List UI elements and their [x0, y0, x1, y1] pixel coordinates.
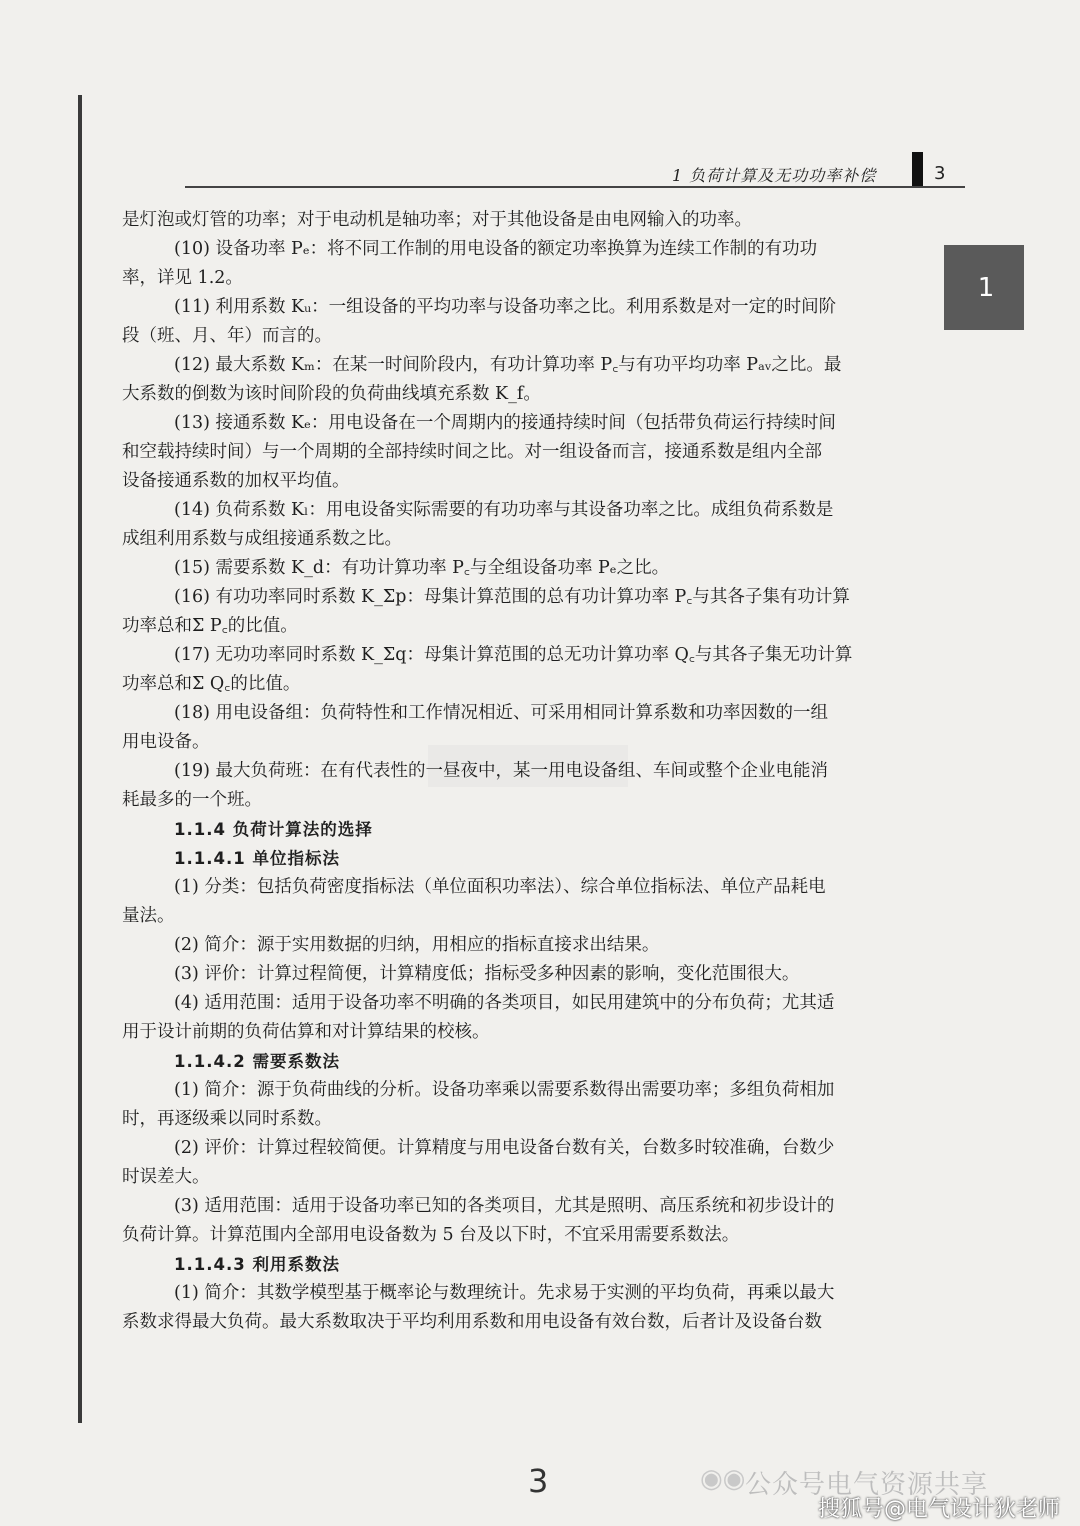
section-heading: 1.1.4.2 需要系数法 — [174, 1052, 340, 1071]
text-line: 用电设备。 — [122, 732, 210, 752]
text-line: (1) 分类：包括负荷密度指标法（单位面积功率法）、综合单位指标法、单位产品耗电 — [174, 877, 826, 897]
text-line: (13) 接通系数 Kₑ：用电设备在一个周期内的接通持续时间（包括带负荷运行持续时间 — [174, 413, 836, 433]
text-line: 系数求得最大负荷。最大系数取决于平均利用系数和用电设备有效台数，后者计及设备台数 — [122, 1312, 822, 1332]
body-text — [122, 206, 922, 1337]
watermark-wechat: 公众号电气资源共享 — [745, 1470, 989, 1500]
section-heading: 1.1.4 负荷计算法的选择 — [174, 820, 373, 839]
header-rule — [185, 186, 965, 188]
text-line: (17) 无功功率同时系数 K_Σq：母集计算范围的总无功计算功率 Q꜀与其各子集无功计算 — [174, 645, 853, 665]
page-number: 3 — [528, 1462, 549, 1500]
text-line: 耗最多的一个班。 — [122, 790, 262, 810]
text-line: 段（班、月、年）而言的。 — [122, 326, 332, 346]
text-line: (2) 评价：计算过程较简便。计算精度与用电设备台数有关，台数多时较准确，台数少 — [174, 1138, 835, 1158]
header-bar — [912, 152, 923, 186]
text-line: (14) 负荷系数 Kₗ：用电设备实际需要的有功功率与其设备功率之比。成组负荷系数是 — [174, 500, 834, 520]
section-heading: 1.1.4.3 利用系数法 — [174, 1255, 340, 1274]
text-line: 时误差大。 — [122, 1167, 210, 1187]
watermark-sohu: 搜狐号@电气设计狄老师 — [818, 1497, 1061, 1522]
text-line: 负荷计算。计算范围内全部用电设备数为 5 台及以下时，不宜采用需要系数法。 — [122, 1225, 740, 1245]
text-line: 大系数的倒数为该时间阶段的负荷曲线填充系数 K_f。 — [122, 384, 541, 404]
running-head: 1 负荷计算及无功功率补偿 — [672, 166, 877, 185]
text-line: (2) 简介：源于实用数据的归纳，用相应的指标直接求出结果。 — [174, 935, 660, 955]
section-heading: 1.1.4.1 单位指标法 — [174, 849, 340, 868]
text-line: 率，详见 1.2。 — [122, 268, 243, 288]
text-line: (3) 适用范围：适用于设备功率已知的各类项目，尤其是照明、高压系统和初步设计的 — [174, 1196, 835, 1216]
text-line: 是灯泡或灯管的功率；对于电动机是轴功率；对于其他设备是由电网输入的功率。 — [122, 210, 752, 230]
text-line: 和空载持续时间）与一个周期的全部持续时间之比。对一组设备而言，接通系数是组内全部 — [122, 442, 822, 462]
chapter-tab-label: 1 — [977, 272, 995, 303]
text-line: (1) 简介：源于负荷曲线的分析。设备功率乘以需要系数得出需要功率；多组负荷相加 — [174, 1080, 835, 1100]
chapter-tab — [944, 245, 1024, 330]
text-line: 功率总和Σ Q꜀的比值。 — [122, 674, 301, 694]
text-line: (4) 适用范围：适用于设备功率不明确的各类项目，如民用建筑中的分布负荷；尤其适 — [174, 993, 835, 1013]
text-line: (3) 评价：计算过程简便，计算精度低；指标受多种因素的影响，变化范围很大。 — [174, 964, 800, 984]
text-line: 用于设计前期的负荷估算和对计算结果的校核。 — [122, 1022, 490, 1042]
text-line: (16) 有功功率同时系数 K_Σp：母集计算范围的总有功计算功率 P꜀与其各子集有功计算 — [174, 587, 850, 607]
header-page-number: 3 — [934, 163, 946, 184]
text-line: (10) 设备功率 Pₑ：将不同工作制的用电设备的额定功率换算为连续工作制的有功功 — [174, 239, 818, 259]
text-line: (1) 简介：其数学模型基于概率论与数理统计。先求易于实测的平均负荷，再乘以最大 — [174, 1283, 835, 1303]
text-line: (15) 需要系数 K_d：有功计算功率 P꜀与全组设备功率 Pₑ之比。 — [174, 558, 670, 578]
text-line: (18) 用电设备组：负荷特性和工作情况相近、可采用相同计算系数和功率因数的一组 — [174, 703, 828, 723]
text-line: 设备接通系数的加权平均值。 — [122, 471, 350, 491]
text-line: 时，再逐级乘以同时系数。 — [122, 1109, 332, 1129]
wechat-icon: ◉◉ — [700, 1464, 746, 1494]
text-line: (12) 最大系数 Kₘ：在某一时间阶段内，有功计算功率 P꜀与有功平均功率 Pₐᵥ之比。最 — [174, 355, 842, 375]
text-line: 成组利用系数与成组接通系数之比。 — [122, 529, 402, 549]
text-line: 功率总和Σ P꜀的比值。 — [122, 616, 298, 636]
binding-line — [78, 95, 82, 1423]
text-line: (11) 利用系数 Kᵤ：一组设备的平均功率与设备功率之比。利用系数是对一定的时间阶 — [174, 297, 837, 317]
text-line: 量法。 — [122, 906, 175, 926]
text-line: (19) 最大负荷班：在有代表性的一昼夜中，某一用电设备组、车间或整个企业电能消 — [174, 761, 828, 781]
